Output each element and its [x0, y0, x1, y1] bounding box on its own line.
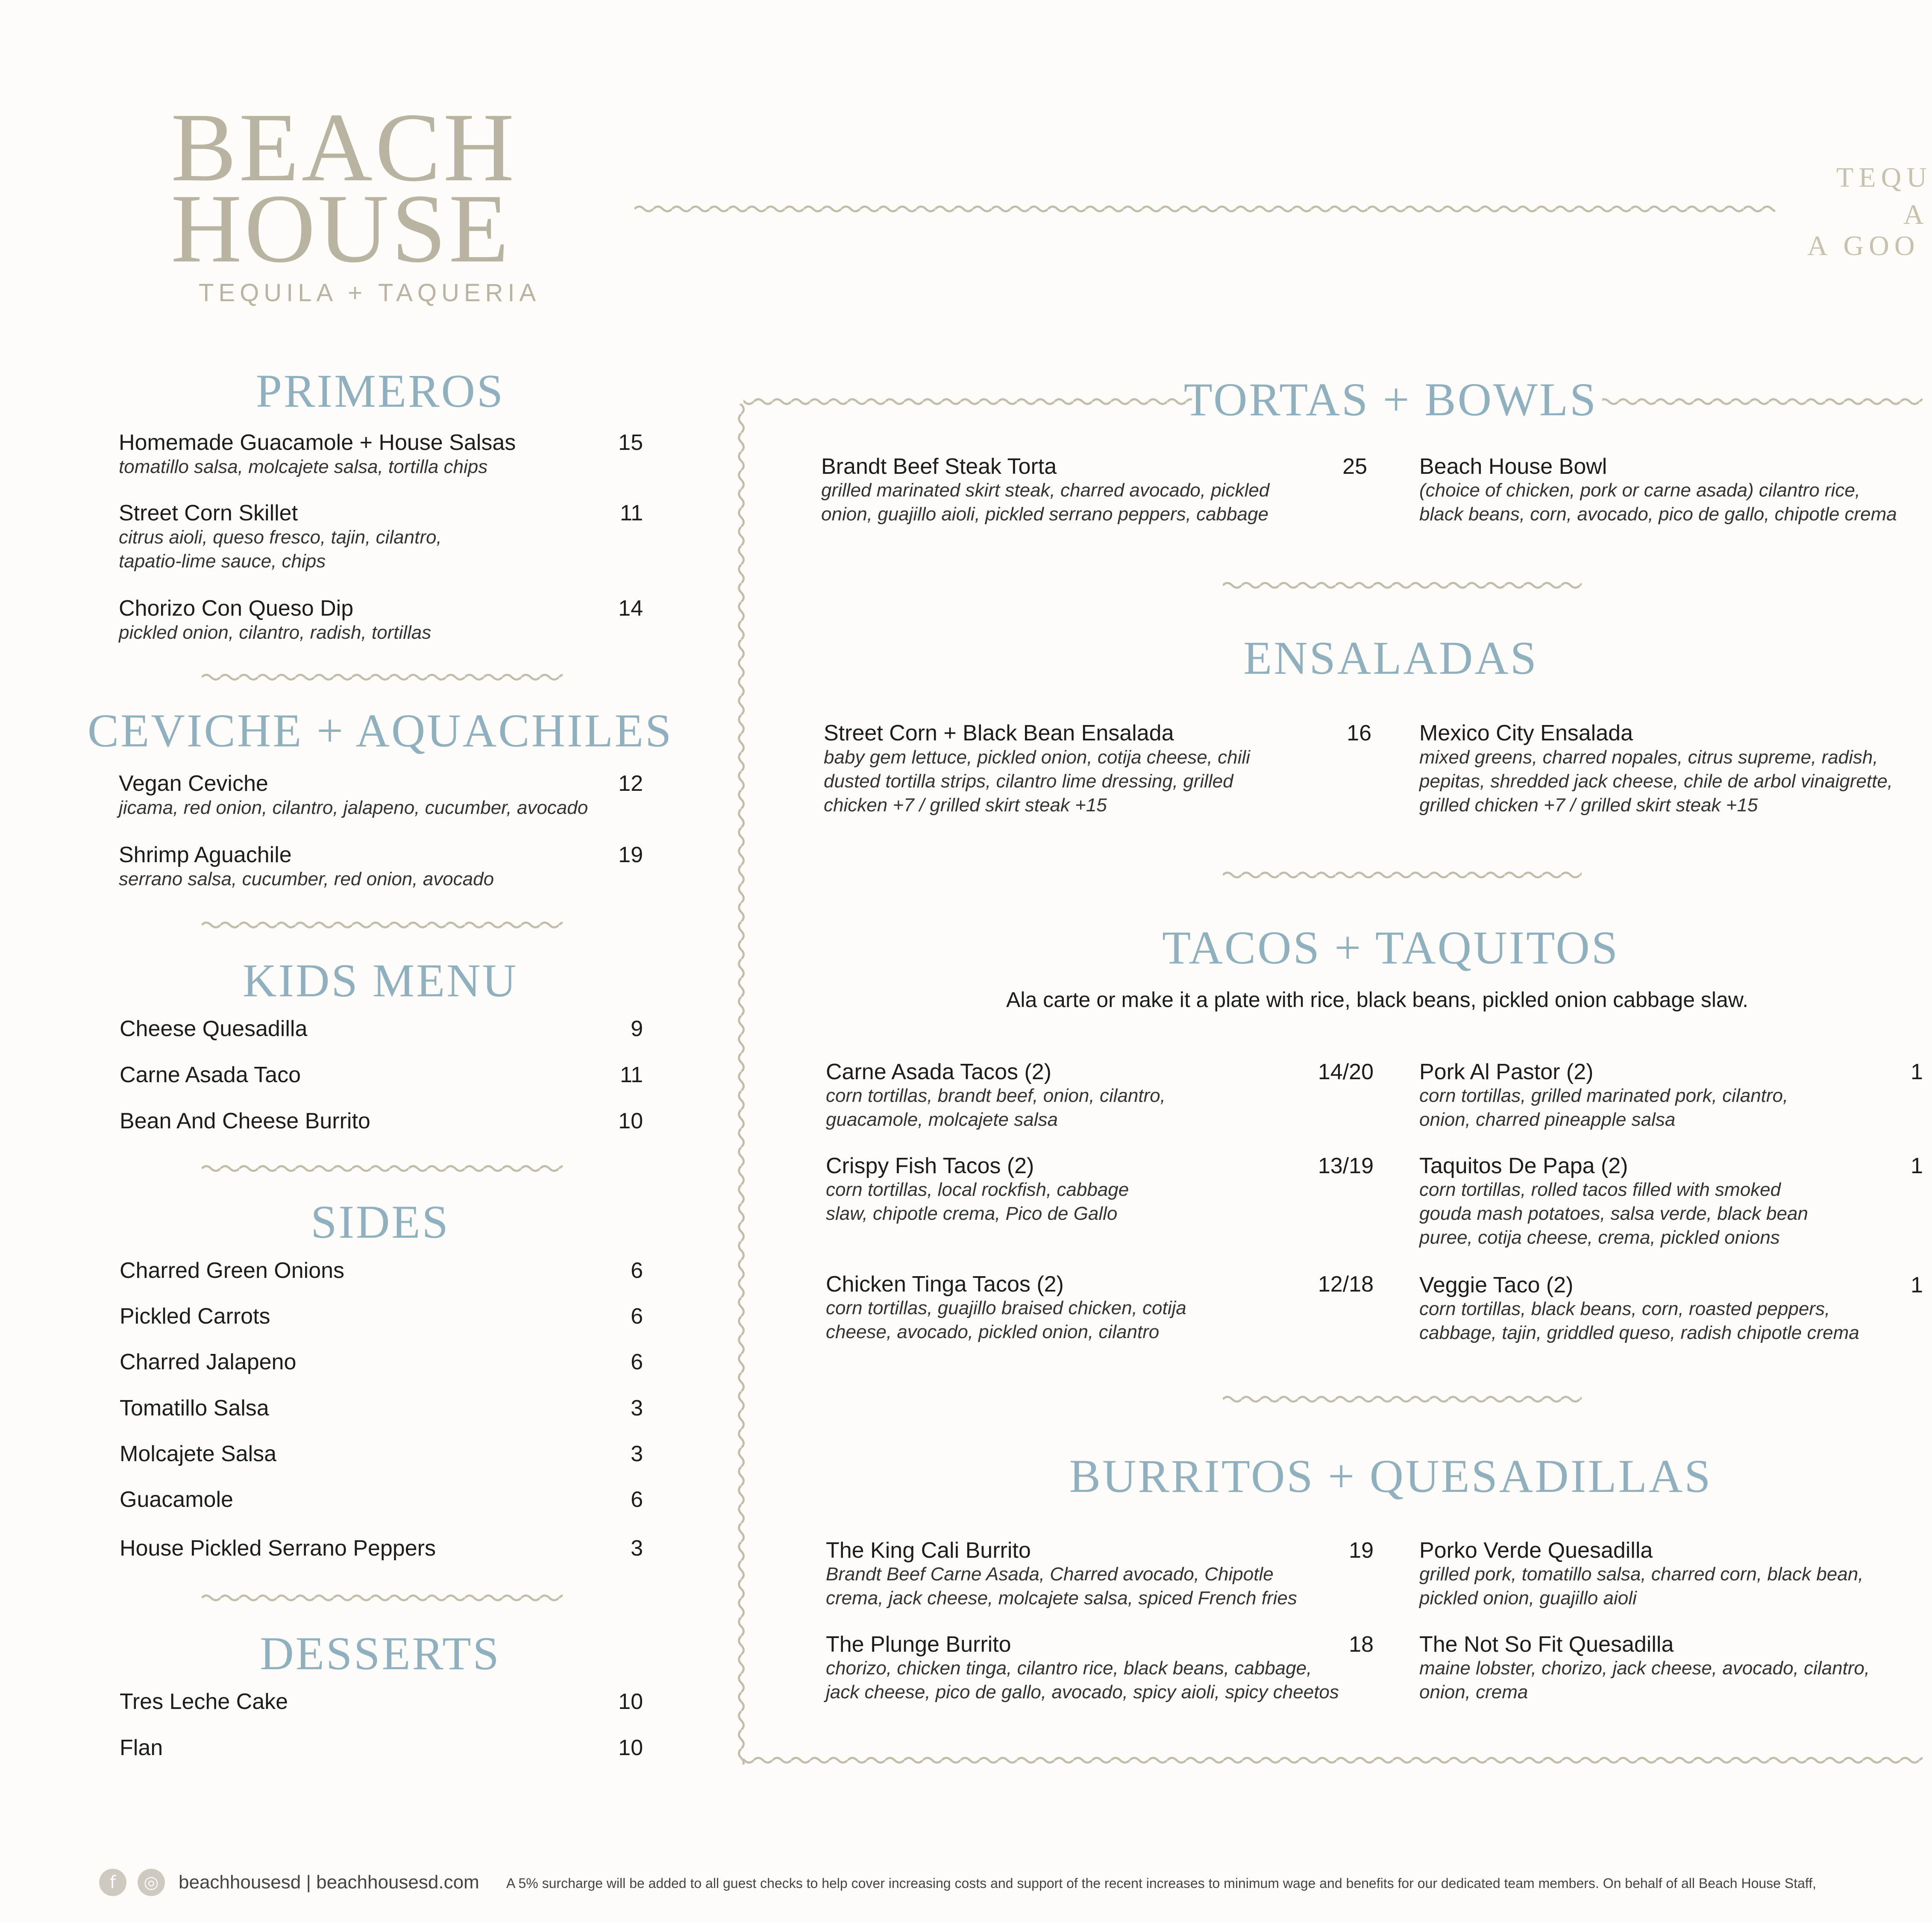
menu-item-description: mixed greens, charred nopales, citrus supreme, radish, — [1419, 747, 1878, 768]
tagline-line-2: A — [1903, 199, 1929, 230]
menu-item-description: corn tortillas, brandt beef, onion, cilantro, — [826, 1085, 1166, 1106]
tagline-line-3: A GOO — [1807, 230, 1920, 261]
squiggle-divider — [202, 1162, 563, 1175]
menu-item-description: grilled pork, tomatillo salsa, charred corn, black bean, — [1419, 1564, 1864, 1585]
section-title-ensaladas: ENSALADAS — [1243, 632, 1538, 684]
menu-item-description: cheese, avocado, pickled onion, cilantro — [826, 1321, 1160, 1342]
menu-item-name: Carne Asada Tacos (2) — [826, 1060, 1051, 1084]
menu-item-name: Pickled Carrots — [120, 1304, 270, 1329]
squiggle-divider — [202, 671, 563, 684]
squiggle-divider — [1223, 869, 1582, 881]
menu-item-name: Shrimp Aguachile — [119, 843, 292, 867]
menu-item-description: chorizo, chicken tinga, cilantro rice, black beans, cabbage, — [826, 1658, 1312, 1679]
section-title-burritos-quesadillas: BURRITOS + QUESADILLAS — [1069, 1450, 1712, 1502]
menu-item-name: Veggie Taco (2) — [1419, 1273, 1574, 1298]
menu-item-description: corn tortillas, grilled marinated pork, cilantro, — [1419, 1085, 1788, 1106]
menu-item-name: Charred Green Onions — [120, 1258, 345, 1283]
instagram-icon[interactable]: ◎ — [138, 1869, 165, 1896]
menu-item-description: puree, cotija cheese, crema, pickled onions — [1419, 1227, 1780, 1248]
logo-subtitle: TEQUILA + TAQUERIA — [199, 279, 541, 307]
menu-item-name: Tres Leche Cake — [120, 1689, 288, 1714]
menu-item-price: 11 — [620, 501, 643, 526]
squiggle-divider — [202, 1591, 563, 1604]
menu-item-name: Bean And Cheese Burrito — [120, 1109, 370, 1133]
menu-item-name: House Pickled Serrano Peppers — [120, 1536, 436, 1561]
tagline-line-1: TEQU — [1836, 162, 1932, 193]
squiggle-divider — [1223, 579, 1582, 592]
squiggle-divider — [1223, 1393, 1582, 1406]
section-title-desserts: DESSERTS — [260, 1627, 501, 1679]
menu-item-description: onion, charred pineapple salsa — [1419, 1109, 1676, 1130]
menu-item-name: Pork Al Pastor (2) — [1419, 1060, 1594, 1084]
menu-item-description: jack cheese, pico de gallo, avocado, spicy aioli, spicy cheetos — [826, 1682, 1339, 1703]
menu-item-description: jicama, red onion, cilantro, jalapeno, cucumber, avocado — [119, 797, 588, 818]
menu-item-name: Brandt Beef Steak Torta — [821, 454, 1057, 479]
section-title-sides: SIDES — [311, 1196, 450, 1248]
menu-item-description: citrus aioli, queso fresco, tajin, cilantro, — [119, 527, 442, 548]
menu-item-description: guacamole, molcajete salsa — [826, 1109, 1058, 1130]
menu-item-price: 9 — [631, 1016, 643, 1041]
menu-item-price: 10 — [618, 1689, 643, 1714]
menu-item-price: 6 — [631, 1304, 643, 1329]
menu-item-description: grilled marinated skirt steak, charred avocado, pickled — [821, 480, 1270, 501]
menu-item-name: Molcajete Salsa — [120, 1442, 277, 1466]
menu-item-price: 14 — [618, 596, 643, 621]
menu-item-name: Street Corn + Black Bean Ensalada — [824, 721, 1174, 746]
menu-item-price: 1 — [1911, 1273, 1923, 1298]
social-handles[interactable]: beachhousesd | beachhousesd.com — [179, 1872, 479, 1893]
menu-item-name: Taquitos De Papa (2) — [1419, 1154, 1628, 1178]
facebook-icon[interactable]: f — [99, 1869, 126, 1896]
menu-item-description: Brandt Beef Carne Asada, Charred avocado, Chipotle — [826, 1564, 1274, 1585]
menu-item-price: 14/20 — [1318, 1060, 1374, 1084]
menu-item-price: 6 — [631, 1258, 643, 1283]
menu-item-name: Beach House Bowl — [1419, 454, 1607, 479]
squiggle-divider — [202, 919, 563, 931]
menu-item-price: 1 — [1911, 1060, 1923, 1084]
menu-item-description: chicken +7 / grilled skirt steak +15 — [824, 795, 1107, 816]
menu-item-name: Street Corn Skillet — [119, 501, 298, 526]
menu-item-name: The Not So Fit Quesadilla — [1419, 1632, 1674, 1657]
surcharge-notice: A 5% surcharge will be added to all guest checks to help cover increasing costs and support of the recent increases to minimum wage and benefits for our dedicated team members. On behalf of all Beach House Staff, — [506, 1876, 1816, 1891]
menu-item-name: Guacamole — [120, 1487, 233, 1512]
section-title-tacos-taquitos: TACOS + TAQUITOS — [1162, 922, 1619, 974]
menu-item-price: 1 — [1911, 1154, 1923, 1178]
menu-item-price: 13/19 — [1318, 1154, 1374, 1178]
section-title-primeros: PRIMEROS — [255, 365, 505, 417]
menu-item-description: baby gem lettuce, pickled onion, cotija cheese, chili — [824, 747, 1250, 768]
menu-item-name: Flan — [120, 1735, 163, 1760]
logo-beach: BEACH — [171, 93, 517, 202]
menu-item-price: 12/18 — [1318, 1272, 1374, 1297]
menu-item-name: Cheese Quesadilla — [120, 1016, 308, 1041]
menu-item-name: Charred Jalapeno — [120, 1350, 297, 1374]
menu-item-price: 19 — [618, 843, 643, 867]
tacos-plate-note: Ala carte or make it a plate with rice, black beans, pickled onion cabbage slaw. — [1006, 988, 1749, 1012]
logo-house: HOUSE — [171, 174, 511, 283]
menu-item-name: Homemade Guacamole + House Salsas — [119, 430, 516, 455]
section-title-kids-menu: KIDS MENU — [242, 954, 518, 1007]
menu-item-price: 25 — [1342, 454, 1367, 479]
menu-item-description: maine lobster, chorizo, jack cheese, avocado, cilantro, — [1419, 1658, 1870, 1679]
menu-item-description: pepitas, shredded jack cheese, chile de arbol vinaigrette, — [1419, 771, 1893, 792]
header-squiggle-divider — [634, 203, 1775, 218]
menu-item-description: tomatillo salsa, molcajete salsa, tortilla chips — [119, 456, 488, 477]
menu-item-price: 12 — [618, 771, 643, 796]
menu-item-description: onion, crema — [1419, 1682, 1528, 1703]
menu-item-description: (choice of chicken, pork or carne asada) cilantro rice, — [1419, 480, 1861, 501]
menu-item-price: 18 — [1349, 1632, 1374, 1657]
menu-item-price: 11 — [620, 1063, 643, 1087]
menu-item-price: 3 — [631, 1442, 643, 1466]
menu-item-description: black beans, corn, avocado, pico de gallo, chipotle crema — [1419, 504, 1897, 525]
menu-item-name: Carne Asada Taco — [120, 1063, 301, 1087]
section-title-tortas-bowls: TORTAS + BOWLS — [1183, 373, 1598, 426]
menu-item-description: onion, guajillo aioli, pickled serrano peppers, cabbage — [821, 504, 1268, 525]
menu-item-price: 15 — [618, 430, 643, 455]
menu-item-name: Mexico City Ensalada — [1419, 721, 1633, 746]
menu-item-description: dusted tortilla strips, cilantro lime dressing, grilled — [824, 771, 1233, 792]
menu-item-price: 6 — [631, 1487, 643, 1512]
menu-item-description: tapatio-lime sauce, chips — [119, 551, 326, 572]
menu-item-name: The Plunge Burrito — [826, 1632, 1011, 1657]
menu-item-name: The King Cali Burrito — [826, 1538, 1031, 1563]
menu-item-price: 6 — [631, 1350, 643, 1374]
menu-item-price: 16 — [1347, 721, 1371, 746]
menu-item-description: corn tortillas, local rockfish, cabbage — [826, 1179, 1129, 1200]
menu-item-name: Chicken Tinga Tacos (2) — [826, 1272, 1064, 1297]
menu-item-description: corn tortillas, guajillo braised chicken, cotija — [826, 1298, 1186, 1318]
menu-item-description: pickled onion, guajillo aioli — [1419, 1588, 1637, 1609]
section-title-ceviche: CEVICHE + AQUACHILES — [87, 705, 673, 757]
menu-item-price: 19 — [1349, 1538, 1374, 1563]
menu-item-name: Tomatillo Salsa — [120, 1396, 269, 1421]
menu-item-description: serrano salsa, cucumber, red onion, avocado — [119, 869, 494, 890]
menu-item-price: 10 — [618, 1109, 643, 1133]
menu-item-price: 3 — [631, 1396, 643, 1421]
menu-item-name: Crispy Fish Tacos (2) — [826, 1154, 1034, 1178]
menu-item-description: corn tortillas, rolled tacos filled with smoked — [1419, 1179, 1781, 1200]
menu-item-description: grilled chicken +7 / grilled skirt steak +15 — [1419, 795, 1758, 816]
menu-item-price: 10 — [618, 1735, 643, 1760]
menu-item-description: crema, jack cheese, molcajete salsa, spiced French fries — [826, 1588, 1297, 1609]
menu-item-description: cabbage, tajin, griddled queso, radish chipotle crema — [1419, 1322, 1859, 1343]
menu-item-name: Vegan Ceviche — [119, 771, 268, 796]
menu-item-description: slaw, chipotle crema, Pico de Gallo — [826, 1203, 1118, 1224]
menu-item-description: gouda mash potatoes, salsa verde, black bean — [1419, 1203, 1808, 1224]
menu-item-name: Porko Verde Quesadilla — [1419, 1538, 1653, 1563]
menu-item-name: Chorizo Con Queso Dip — [119, 596, 354, 621]
menu-item-description: pickled onion, cilantro, radish, tortillas — [119, 622, 432, 643]
menu-item-description: corn tortillas, black beans, corn, roasted peppers, — [1419, 1298, 1830, 1319]
menu-item-price: 3 — [631, 1536, 643, 1561]
